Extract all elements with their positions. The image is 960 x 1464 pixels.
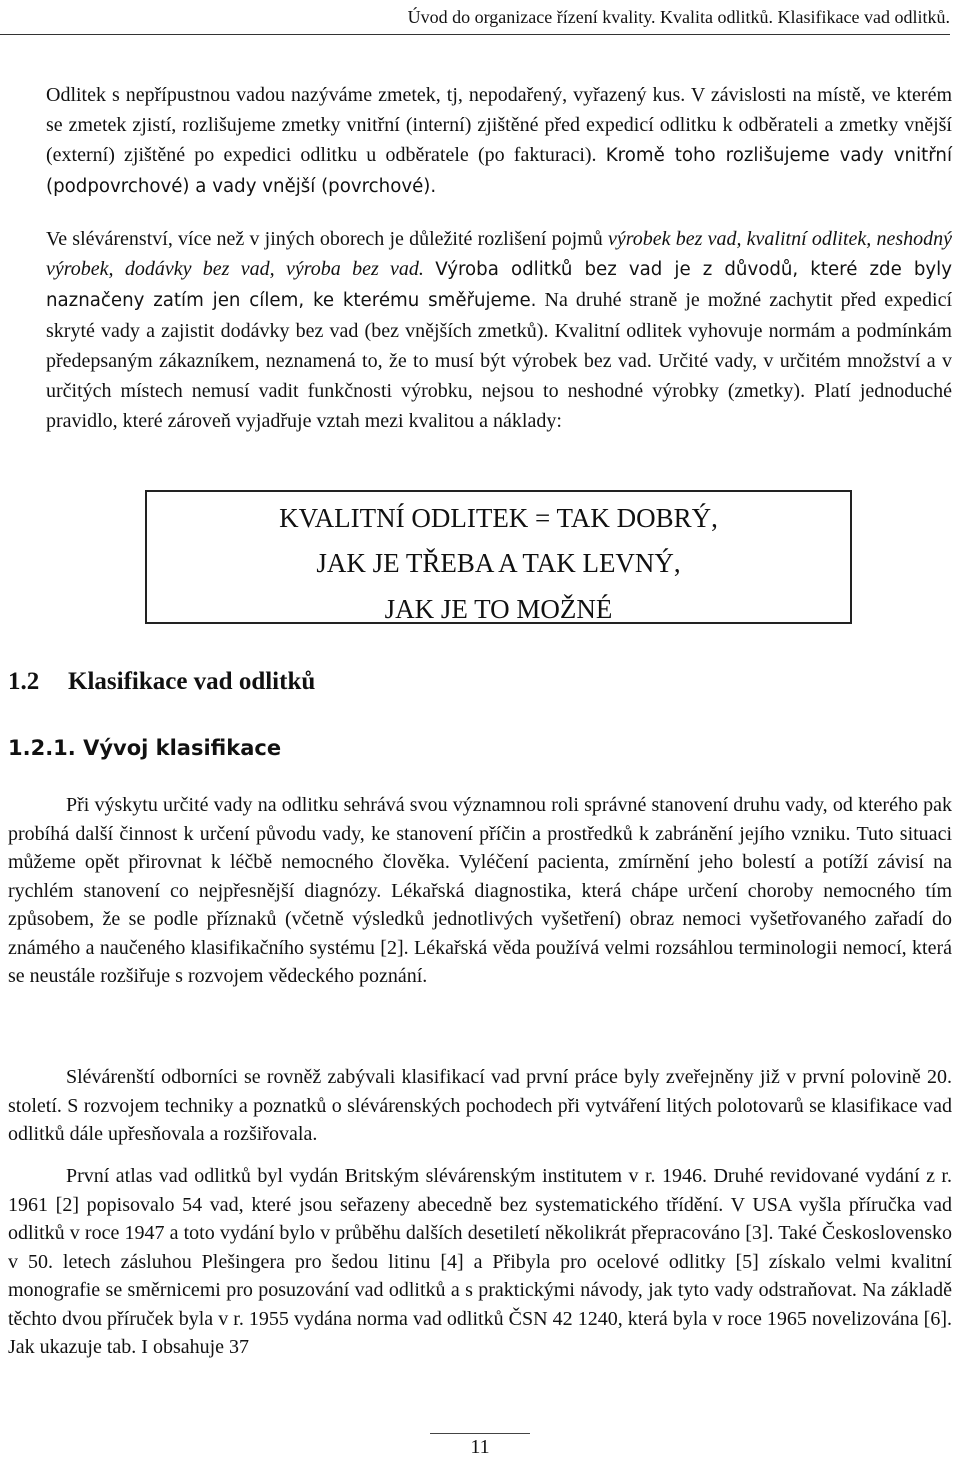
subsection-heading: 1.2.1. Vývoj klasifikace — [8, 736, 282, 760]
intro-sentence-2: Kromě toho rozlišujeme vady vnitřní (podpovrchové) a vady vnější (povrchové). — [46, 145, 953, 197]
quality-sentence-1: Ve slévárenství, více než v jiných oborech je důležité rozlišení pojmů — [46, 228, 603, 250]
paragraph-1: Při výskytu určité vady na odlitku sehrává svou významnou roli správné stanovení druhu vady, od kterého pak probíhá další činnost k určení původu vady, ke stanovení příčin a prostředků k zabránění jejího vzniku. Tuto situaci můžeme opět přirovnat k léčbě nemocného člověka. Vyléčení pacienta, zmírnění jeho bolestí a potíží závisí na rychlém stanovení co nejpřesnější diagnózy. Lékařská diagnostika, která chápe určení choroby nemocného tím způsobem, že se podle příznaků (včetně výsledků jednotlivých vyšetření) obraz nemoci vyšetřovaného zařadí do známého a naučeného klasifikačního systému [2]. Lékařská věda používá velmi rozsáhlou terminologii nemocí, která se neustále rozšiřuje s rozvojem vědeckého poznání. — [8, 794, 952, 987]
rule-box — [145, 490, 852, 624]
running-header: Úvod do organizace řízení kvality. Kvalita odlitků. Klasifikace vad odlitků. — [0, 6, 950, 35]
quality-terms: výrobek bez vad, kvalitní odlitek, neshodný výrobek, dodávky bez vad, výroba bez vad. — [46, 228, 952, 280]
paragraph-2: Slévárenští odborníci se rovněž zabývali klasifikací vad první práce byly zveřejněny již v první polovině 20. století. S rozvojem techniky a poznatků o slévárenských pochodech při vytváření litých polotovarů se klasifikace vad odlitků dále upřesňovala a rozšiřovala. — [8, 1066, 952, 1145]
page-number: 11 — [470, 1436, 490, 1458]
section-title: Klasifikace vad odlitků — [68, 668, 316, 695]
quality-sentence-3: Na druhé straně je možné zachytit před expedicí skryté vady a zajistit dodávky bez vad (bez vnějších zmetků). — [46, 289, 952, 342]
paragraph-3: První atlas vad odlitků byl vydán Britským slévárenským institutem v r. 1946. Druhé revidované vydání z r. 1961 [2] popisovalo 54 vad, které jsou seřazeny abecedně bez systematického třídění. V USA vyšla příručka vad odlitků v roce 1947 a toto vydání bylo v průběhu dalších desetiletí několikrát přepracováno [3]. Také Československo v 50. letech zásluhou Plešingera pro šedou litinu [4] a Přibyla pro ocelové odlitky [5] získalo velmi kvalitní monografie se směrnicemi pro posuzování vad odlitků a s praktickými návody, jak tyto vady odstraňovat. Na základě těchto dvou příruček byla v r. 1955 vydána norma vad odlitků ČSN 42 1240, která byla v roce 1965 novelizována [6]. Jak ukazuje tab. I obsahuje 37 — [8, 1165, 952, 1358]
section-number: 1.2 — [8, 668, 40, 695]
section-heading — [8, 668, 315, 696]
rule-line-3: JAK JE TO MOŽNÉ — [384, 594, 613, 624]
rule-line-1: KVALITNÍ ODLITEK = TAK DOBRÝ, — [279, 503, 718, 533]
intro-sentence-1: Odlitek s nepřípustnou vadou nazýváme zmetek, tj, nepodařený, vyřazený kus. V závislosti na místě, ve kterém se zmetek zjistí, rozlišujeme zmetky vnitřní (interní) zjištěné před expedicí odlitku k odběrateli a zmetky vnější (externí) zjištěné po expedici odlitku u odběratele (po fakturaci). — [46, 84, 952, 166]
footer-divider — [430, 1433, 530, 1434]
quality-sentence-4: Kvalitní odlitek vyhovuje normám a podmínkám předepsaným zákazníkem, neznamená to, že to musí být výrobek bez vad. — [46, 320, 952, 372]
quality-sentence-5: Určité vady, v určitém množství a v určitých místech nemusí vadit funkčnosti výrobku, nejsou to neshodné výrobky (zmetky). — [46, 350, 953, 402]
quality-sentence-6: Platí jednoduché pravidlo, které zároveň vyjadřuje vztah mezi kvalitou a náklady: — [46, 380, 953, 432]
rule-line-2: JAK JE TŘEBA A TAK LEVNÝ, — [316, 548, 681, 578]
quality-paragraph — [46, 224, 952, 436]
intro-paragraph — [46, 80, 952, 202]
quality-sentence-2: Výroba odlitků bez vad je z důvodů, které zde byly naznačeny zatím jen cílem, ke kterému směřujeme. — [46, 259, 953, 311]
